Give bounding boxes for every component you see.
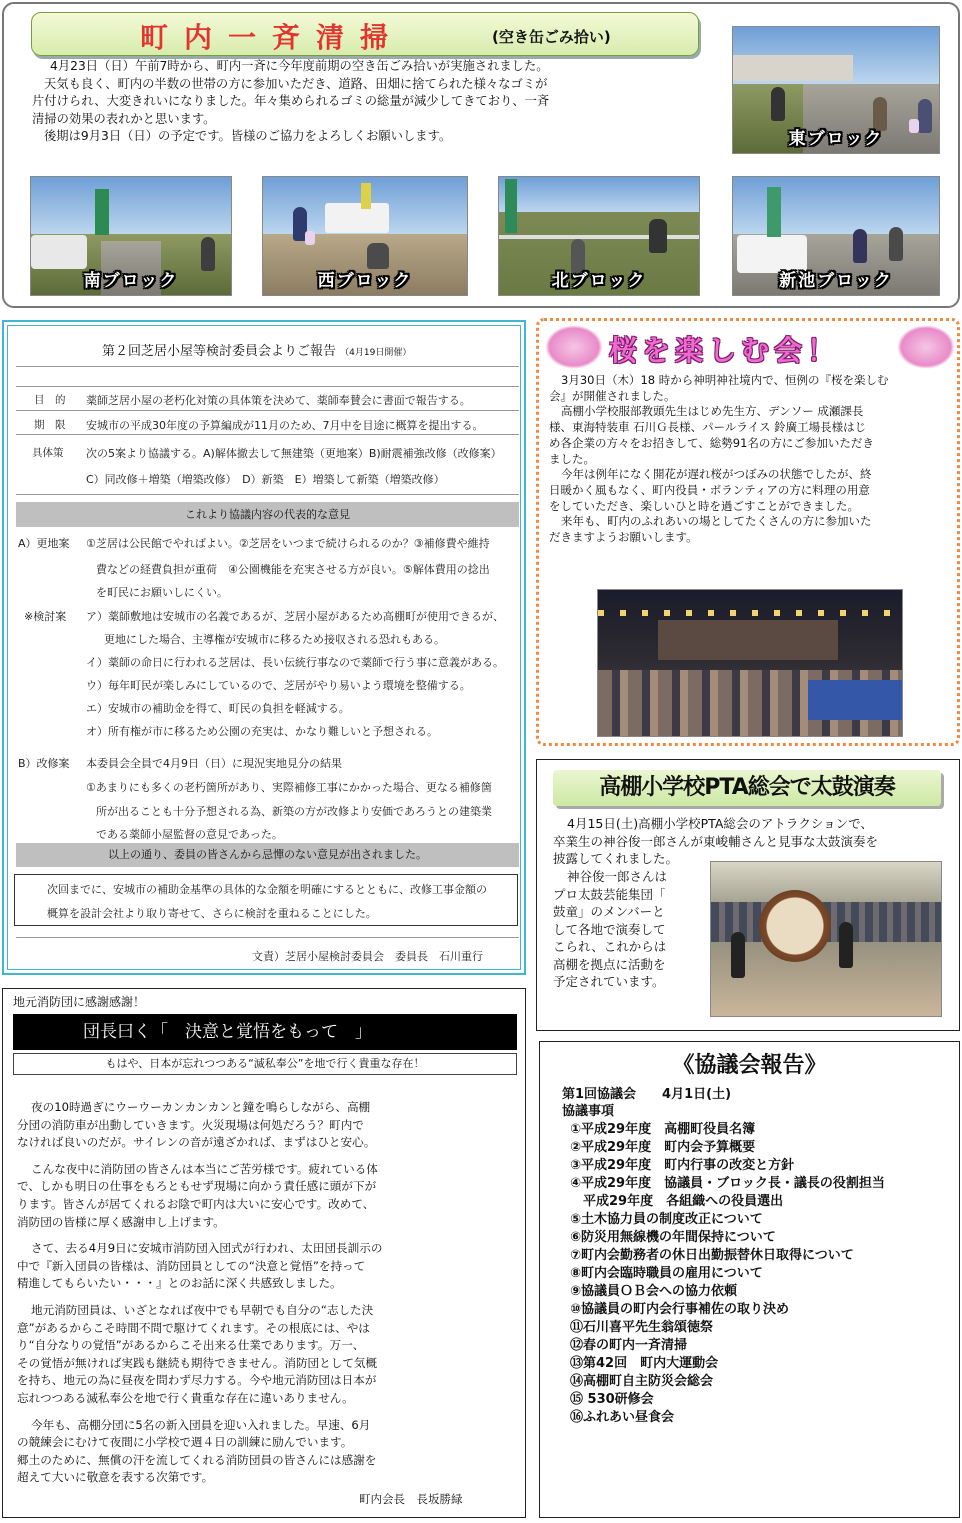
review-line: ウ）毎年町民が楽しみにしているので、芝居がやり易いよう環境を整備する。	[86, 679, 471, 692]
sakura-line: をしていただき、楽しいひと時を過ごすことができました。	[549, 498, 860, 513]
sakura-section	[536, 318, 960, 746]
committee-date: （4月19日開催）	[340, 348, 412, 358]
council-section	[539, 1041, 960, 1518]
agenda-item: ⑭高棚町自主防災会総会	[570, 1374, 714, 1389]
south-block-photo	[30, 176, 232, 296]
fire-signature: 町内会長 長坂勝緑	[359, 1492, 463, 1506]
fire-line: 郷土のために、無償の汗を流してくれる消防団員の皆さんには感謝を	[17, 1452, 377, 1467]
agenda-item: ⑫春の町内一斉清掃	[570, 1338, 688, 1353]
agenda-item: ⑩協議員の町内会行事補佐の取り決め	[570, 1302, 790, 1317]
fire-line: 分団の消防車が出動していきます。火災現場は何処だろう？町内で	[17, 1117, 364, 1132]
agenda-item: ⑤土木協力員の制度改正について	[570, 1212, 763, 1227]
next-line: 次回までに、安城市の補助金基準の具体的な金額を明確にするとともに、改修工事金額の	[47, 883, 487, 896]
plans-text: 次の5案より協議する。A)解体撤去して無建築（更地案）B)耐震補強改修（改修案）	[86, 447, 502, 460]
fire-header: 地元消防団に感謝感謝！	[13, 995, 146, 1009]
north-block-caption: 北ブロック	[551, 271, 647, 291]
sakura-party-photo	[597, 589, 903, 737]
committee-title-text: 第２回芝居小屋等検討委員会よりご報告	[102, 344, 337, 359]
sakura-line: 来年も、町内のふれあいの場としてたくさんの方に参加いた	[561, 514, 872, 529]
cleanup-banner	[31, 12, 699, 56]
fire-line: ります。皆さんが居てくれるお陰で町内は大いに安心です。改めて、	[17, 1196, 375, 1211]
committee-footer: 文責）芝居小屋検討委員会 委員長 石川重行	[252, 950, 483, 963]
agenda-item: ⑧町内会臨時職員の雇用について	[570, 1266, 763, 1281]
committee-section	[2, 320, 526, 975]
deadline-label: 期 限	[34, 419, 66, 431]
fire-line: 地元消防団員は、いざとなれば夜中でも早朝でも自分の“志した決	[31, 1302, 374, 1317]
pta-side-text	[553, 868, 713, 991]
houses	[733, 55, 853, 81]
agenda-item: ①平成29年度 高棚町役員名簿	[570, 1122, 756, 1137]
review-line: ア）薬師敷地は安城市の名義であるが、芝居小屋があるため高棚町が使用できるが、	[86, 610, 504, 623]
sakura-line: 日暖かく風もなく、町内役員・ボランティアの方に料理の用意	[549, 482, 870, 497]
review-line: エ）安城市の補助金を得て、町民の負担を軽減する。	[86, 702, 350, 715]
plan-a-label: A）更地案	[18, 537, 70, 550]
fire-line: 意”があるからこそ時間不問で駆けてくれます。その根底には、やは	[17, 1320, 370, 1335]
cleanup-line: 4月23日（日）午前7時から、町内一斉に今年度前期の空き缶ごみ拾いが実施されました。	[50, 59, 549, 73]
deadline-text: 安城市の平成30年度の予算編成が11月のため、7月中を目途に概算を提出する。	[86, 419, 484, 432]
fire-line: 夜の10時過ぎにウーウーカンカンカンと鐘を鳴らしながら、高棚	[31, 1100, 371, 1114]
summary-bar: 以上の通り、委員の皆さんから忌憚のない意見が出されました。	[16, 843, 519, 867]
sakura-line: 様、東海特装車 石川Ｇ長様、パールライス 鈴廣工場長様はじ	[549, 420, 867, 435]
committee-title	[102, 340, 411, 359]
fire-line: その覚悟が無ければ実践も継続も期待できません。消防団として気概	[17, 1355, 378, 1370]
fire-body	[17, 1099, 517, 1487]
cleanup-section	[2, 2, 960, 308]
sakura-line: ました。	[549, 451, 595, 466]
pta-line: 卒業生の神谷俊一郎さんが東峻輔さんと見事な太鼓演奏を	[553, 833, 879, 849]
pta-side-line: こられ、これからは	[553, 939, 667, 954]
sakura-line: 今年は例年になく開花が遅れ桜がつぼみの状態でしたが、終	[561, 467, 872, 482]
east-block-photo	[732, 26, 940, 154]
review-label: ※検討案	[24, 610, 67, 623]
north-block-photo	[498, 176, 700, 296]
agenda-item: ⑯ふれあい昼食会	[570, 1410, 675, 1425]
pta-side-line: 神谷俊一郎さんは	[567, 869, 668, 884]
sakura-line: だきますようお願いします。	[549, 530, 698, 545]
plans-text-2: C）同改修＋増築（増築改修） D）新築 E）増築して新築（増築改修）	[86, 473, 445, 486]
sakura-line: 高棚小学校服部教頭先生はじめ先生方、デンソー 成瀬課長	[561, 404, 864, 419]
fire-brigade-section	[2, 988, 526, 1518]
purpose-text: 薬師芝居小屋の老朽化対策の具体策を決めて、薬師奉賛会に書面で報告する。	[86, 394, 471, 407]
agenda-item: ⑬第42回 町内大運動会	[570, 1356, 719, 1371]
next-line: 概算を設計会社より取り寄せて、さらに検討を重ねることにした。	[47, 907, 377, 920]
agenda-item: 平成29年度 各組織への役員選出	[570, 1194, 784, 1209]
south-block-caption: 南ブロック	[83, 271, 179, 291]
plan-b-line: 所が出ることも十分予想される為、新築の方が改修より安価であろうとの建築業	[96, 805, 492, 818]
fire-line: で、しかも明日の仕事をもろともせず現場に向かう責任感に頭が下が	[17, 1179, 377, 1194]
review-line: イ）薬師の命日に行われる芝居は、長い伝統行事なので薬師で行う事に意義がある。	[86, 656, 504, 669]
fire-line: 消防団の皆様に厚く感謝申し上げます。	[17, 1214, 225, 1229]
fire-line: なければ良いのだが。サイレンの音が遠ざかれば、まずはひと安心。	[17, 1135, 376, 1150]
council-meeting: 第1回協議会 4月1日(土)	[562, 1087, 732, 1102]
agenda-item: ⑦町内会勤務者の休日出勤振替休日取得について	[570, 1248, 854, 1263]
opinions-header: これより協議内容の代表的な意見	[16, 502, 519, 527]
sakura-text	[549, 373, 953, 546]
cleanup-subtitle: (空き缶ごみ拾い)	[492, 28, 611, 46]
pta-title: 高棚小学校PTA総会で太鼓演奏	[599, 775, 895, 800]
plan-b-line: ①あまりにも多くの老朽箇所があり、実際補修工事にかかった場合、更なる補修箇	[86, 781, 492, 794]
agenda-item: ⑪石川喜平先生翁頌徳祭	[570, 1320, 714, 1335]
cleanup-title: 町内一斉清掃	[140, 21, 405, 54]
review-line: 更地にした場合、主導権が安城市に移るため接収される恐れもある。	[104, 633, 445, 646]
cherry-blossom-icon	[545, 325, 603, 369]
pta-side-line: 予定されています。	[553, 974, 665, 989]
plan-b-line: 本委員会全員で4月9日（日）に現況実地見分の結果	[86, 757, 342, 770]
pta-section	[536, 759, 960, 1031]
fire-line: 中で『新入団員の皆様は、消防団員としての“決意と覚悟”を持って	[17, 1258, 366, 1273]
pta-line: 4月15日(土)高棚小学校PTA総会のアトラクションで、	[567, 816, 873, 831]
next-steps-box	[14, 874, 518, 926]
cleanup-line: 清掃の効果の表れかと思います。	[32, 111, 216, 126]
pta-side-line: 高棚を拠点に活動を	[553, 956, 666, 972]
council-subject: 協議事項	[562, 1104, 615, 1119]
agenda-item: ③平成29年度 町内行事の改変と方針	[570, 1158, 795, 1173]
pta-side-line: プロ太鼓芸能集団「	[553, 886, 666, 902]
plan-a-line: を町民にお願いしにくい。	[96, 586, 228, 599]
west-block-photo	[262, 176, 468, 296]
sakura-line: 3月30日（木）18 時から神明神社境内で、恒例の『桜を楽しむ	[561, 373, 889, 387]
cleanup-line: 後期は9月3日（日）の予定です。皆様のご協力をよろしくお願いします。	[44, 129, 452, 143]
cleanup-line: 片付けられ、大変きれいになりました。年々集められるゴミの総量が減少してきており、一斉	[32, 94, 550, 108]
fire-title: 団長曰く「 決意と覚悟をもって 」	[13, 1014, 517, 1050]
fire-line: を持ち、地元の為に昼夜を問わず尽力する。今や地元消防団は日本が	[17, 1373, 377, 1388]
shinike-block-photo	[732, 176, 940, 296]
pta-line: 披露してくれました。	[553, 851, 679, 866]
fire-line: の競練会にむけて夜間に小学校で週４日の訓練に励んでいます。	[17, 1435, 353, 1450]
fire-line: 忘れつつある滅私奉公を地で行く貴重な存在に違いありません。	[17, 1390, 354, 1405]
plan-b-label: B）改修案	[18, 757, 70, 770]
pta-side-line: して各地で演奏して	[553, 921, 666, 937]
fire-line: 超えて大いに敬意を表する次第です。	[17, 1470, 214, 1485]
agenda-item: ⑮ 530研修会	[570, 1392, 654, 1407]
sakura-line: め各企業の方々をお招きして、総勢91名の方にご参加いただき	[549, 435, 874, 450]
taiko-photo	[710, 861, 942, 1017]
pta-banner	[553, 770, 941, 806]
cleanup-line: 天気も良く、町内の半数の世帯の方に参加いただき、道路、田畑に捨てられた様々なゴミが	[44, 76, 548, 91]
fire-line: さて、去る4月9日に安城市消防団入団式が行われ、太田団長訓示の	[31, 1241, 383, 1256]
shinike-block-caption: 新池ブロック	[779, 271, 893, 291]
west-block-caption: 西ブロック	[317, 271, 413, 291]
plans-label: 具体策	[32, 447, 64, 459]
agenda-item: ⑥防災用無線機の年間保持について	[570, 1230, 776, 1245]
cleanup-text	[32, 58, 678, 146]
council-title: 《協議会報告》	[672, 1053, 827, 1078]
agenda-item: ②平成29年度 町内会予算概要	[570, 1140, 756, 1155]
sakura-line: 会』が開催されました。	[549, 388, 676, 403]
plan-a-line: 費などの経費負担が重荷 ④公園機能を充実させる方が良い。⑤解体費用の捻出	[96, 563, 490, 576]
pta-side-line: 鼓童」のメンバーと	[553, 904, 665, 919]
agenda-item: ④平成29年度 協議員・ブロック長・議長の役割担当	[570, 1176, 885, 1191]
sakura-title: 桜を楽しむ会！	[609, 334, 841, 367]
agenda-item: ⑨協議員ＯＢ会への協力依頼	[570, 1284, 738, 1299]
east-block-caption: 東ブロック	[788, 129, 884, 149]
plan-b-line: である薬師小屋監督の意見であった。	[96, 828, 283, 841]
cherry-blossom-icon	[897, 325, 955, 369]
fire-line: り“自分なりの覚悟”があるからこそ出来る仕業であります。万一、	[17, 1338, 365, 1353]
fire-line: 精進してもらいたい・・・』とのお話に深く共感致しました。	[17, 1276, 342, 1291]
pta-text	[553, 815, 951, 868]
fire-line: こんな夜中に消防団の皆さんは本当にご苦労様です。疲れている体	[31, 1161, 378, 1176]
review-line: オ）所有権が市に移るため公園の充実は、かなり難しいと予想される。	[86, 725, 438, 738]
fire-subtitle: もはや、日本が忘れつつある“滅私奉公”を地で行く貴重な存在！	[13, 1053, 517, 1075]
fire-line: 今年も、高棚分団に5名の新入団員を迎い入れました。早速、6月	[31, 1417, 371, 1432]
purpose-label: 目 的	[34, 394, 66, 406]
plan-a-line: ①芝居は公民館でやればよい。②芝居をいつまで続けられるのか？③補修費や維持	[86, 537, 490, 550]
